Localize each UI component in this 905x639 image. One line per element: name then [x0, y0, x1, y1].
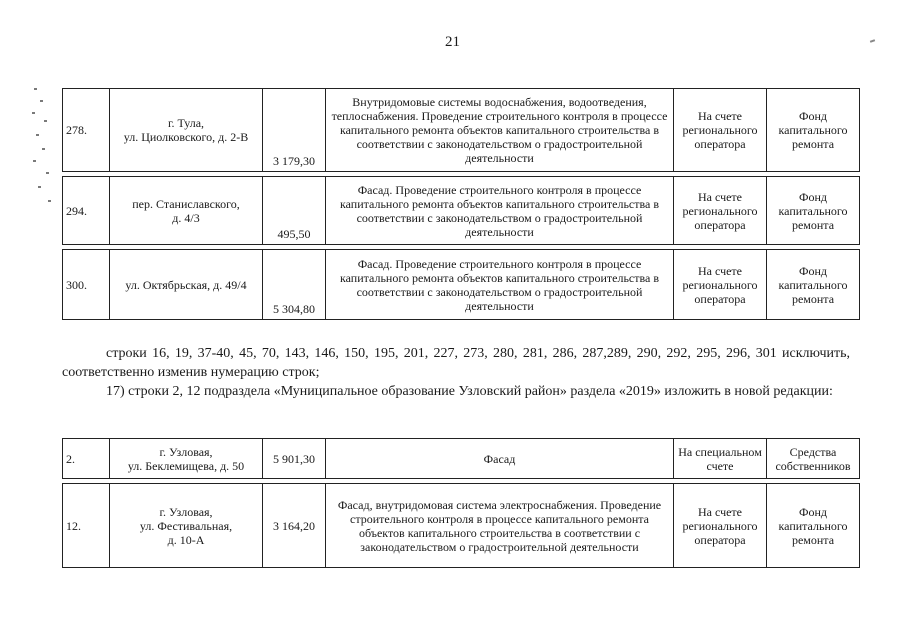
account-cell: На счете регионального оператора [674, 484, 767, 568]
fund-cell: Фонд капитального ремонта [767, 89, 860, 172]
address-line: д. 10-А [167, 532, 205, 547]
cost-cell: 495,50 [263, 177, 326, 245]
address-line: г. Узловая, [159, 444, 213, 459]
account-cell: На счете регионального оператора [674, 250, 767, 320]
address-line: ул. Октябрьская, д. 49/4 [125, 277, 247, 292]
page-number: 21 [445, 34, 460, 50]
address-line: ул. Беклемищева, д. 50 [127, 458, 245, 473]
address-line: д. 4/3 [172, 210, 200, 225]
table-row [63, 439, 860, 479]
address-cell [110, 177, 263, 245]
address-line: г. Тула, [167, 116, 205, 130]
row-number: 12. [63, 484, 110, 568]
row-number: 2. [63, 439, 110, 479]
address-cell [110, 250, 263, 320]
table-row [63, 89, 860, 172]
fund-cell: Фонд капитального ремонта [767, 484, 860, 568]
account-cell: На счете регионального оператора [674, 177, 767, 245]
address-cell [110, 89, 263, 172]
address-cell [110, 484, 263, 568]
address-line: г. Узловая, [159, 504, 213, 519]
works-table-2 [62, 438, 860, 568]
paragraph-new-edition: 17) строки 2, 12 подраздела «Муниципальное образование Узловский район» раздела «2019» изложить в новой редакции: [106, 384, 833, 399]
works-table-1 [62, 88, 860, 320]
fund-cell: Фонд капитального ремонта [767, 250, 860, 320]
cost-cell: 3 179,30 [263, 89, 326, 172]
fund-cell: Фонд капитального ремонта [767, 177, 860, 245]
work-description: Фасад. Проведение строительного контроля в процессе капитального ремонта объектов капитального строительства в соответствии с законодательством о градостроительной деятельности [326, 177, 674, 245]
cost-cell: 5 901,30 [263, 439, 326, 479]
work-description: Фасад, внутридомовая система электроснабжения. Проведение строительного контроля в процессе капитального ремонта объектов капитального строительства в соответствии с законодательством о градостроительной деятельности [326, 484, 674, 568]
table-row [63, 177, 860, 245]
scan-artifact [28, 82, 58, 232]
row-number: 300. [63, 250, 110, 320]
cost-cell: 3 164,20 [263, 484, 326, 568]
address-line: ул. Фестивальная, [139, 518, 233, 533]
address-line: ул. Циолковского, д. 2-В [123, 130, 249, 144]
work-description: Фасад. Проведение строительного контроля в процессе капитального ремонта объектов капитального строительства в соответствии с законодательством о градостроительной деятельности [326, 250, 674, 320]
work-description: Внутридомовые системы водоснабжения, водоотведения, теплоснабжения. Проведение строительного контроля в процессе капитального ремонта объектов капитального строительства в соответствии с законодательством о градостроительной деятельности [326, 89, 674, 172]
address-cell [110, 439, 263, 479]
address-line: пер. Станиславского, [132, 196, 240, 211]
fund-cell: Средства собственников [767, 439, 860, 479]
row-number: 278. [63, 89, 110, 172]
account-cell: На счете регионального оператора [674, 89, 767, 172]
paragraph-exclude-rows: строки 16, 19, 37-40, 45, 70, 143, 146, 150, 195, 201, 227, 273, 280, 281, 286, 287,289, 290, 292, 295, 296, 301 исключить, соответственно изменив нумерацию строк; [62, 346, 850, 380]
row-number: 294. [63, 177, 110, 245]
table-row [63, 484, 860, 568]
cost-cell: 5 304,80 [263, 250, 326, 320]
work-description: Фасад [326, 439, 674, 479]
account-cell: На специальном счете [674, 439, 767, 479]
table-row [63, 250, 860, 320]
